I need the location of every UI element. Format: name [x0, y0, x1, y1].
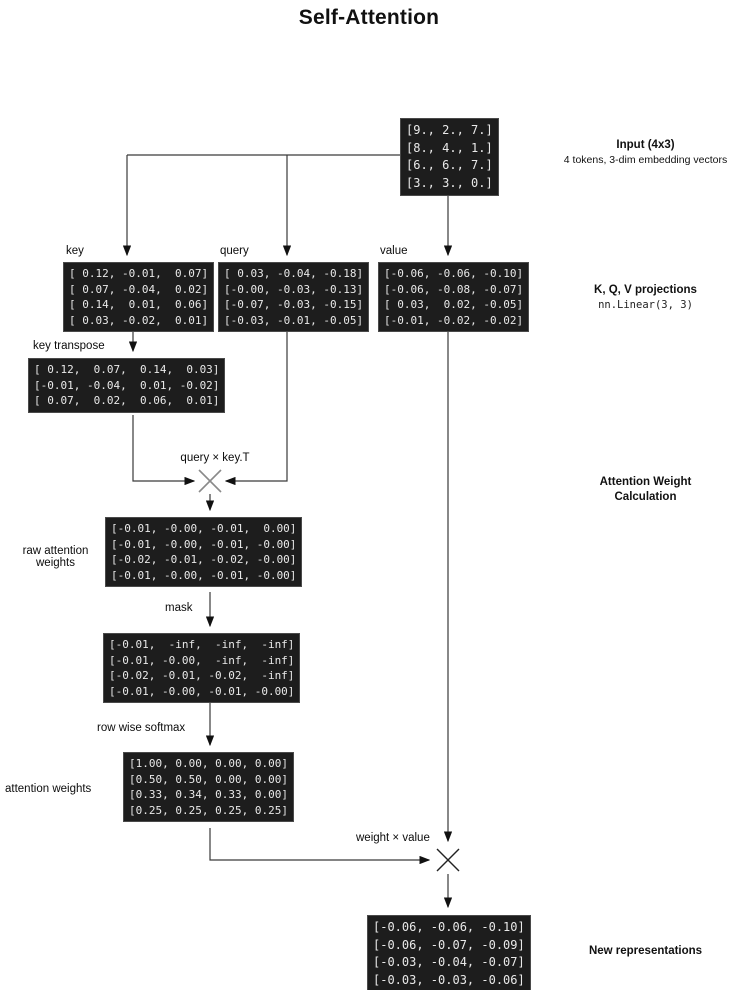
- matrix-row: [-0.01, -0.00, -0.01, -0.00]: [111, 568, 297, 582]
- matrix-row: [0.25, 0.25, 0.25, 0.25]: [129, 803, 288, 817]
- matrix-row: [ 0.03, 0.02, -0.05]: [384, 298, 524, 311]
- matrix-row: [-0.03, -0.03, -0.06]: [373, 972, 525, 987]
- matrix-row: [-0.06, -0.06, -0.10]: [373, 920, 525, 934]
- query-label: query: [220, 245, 249, 257]
- new-representations-matrix: [367, 915, 531, 990]
- matrix-row: [0.33, 0.34, 0.33, 0.00]: [129, 788, 288, 801]
- matrix-row: [-0.02, -0.01, -0.02, -0.00]: [111, 553, 297, 566]
- matrix-row: [-0.01, -0.00, -0.01, 0.00]: [111, 522, 297, 535]
- matrix-row: [-0.02, -0.01, -0.02, -inf]: [109, 669, 295, 682]
- matrix-row: [-0.03, -0.04, -0.07]: [373, 955, 525, 970]
- input-note-title: Input (4x3): [616, 139, 675, 151]
- input-matrix: [400, 118, 499, 196]
- matrix-row: [ 0.03, -0.04, -0.18]: [224, 267, 364, 280]
- matrix-row: [3., 3., 0.]: [406, 175, 493, 190]
- matrix-row: [-0.01, -0.02, -0.02]: [384, 313, 524, 327]
- page-title: Self-Attention: [298, 6, 440, 29]
- attention-calc-line2: Calculation: [614, 491, 677, 503]
- matrix-row: [0.50, 0.50, 0.00, 0.00]: [129, 772, 288, 786]
- raw-attention-label-line1: raw attention: [22, 545, 89, 557]
- matrix-row: [-0.00, -0.03, -0.13]: [224, 282, 364, 296]
- multiply-icon: [199, 470, 221, 492]
- value-label: value: [380, 245, 408, 257]
- raw-attention-label-line2: weights: [36, 557, 75, 569]
- attention-weights-matrix: [123, 752, 294, 822]
- matrix-row: [ 0.12, 0.07, 0.14, 0.03]: [34, 363, 220, 376]
- matrix-row: [-0.01, -0.04, 0.01, -0.02]: [34, 378, 220, 392]
- softmax-label: row wise softmax: [97, 722, 186, 734]
- matrix-row: [1.00, 0.00, 0.00, 0.00]: [129, 757, 288, 770]
- matrix-row: [ 0.12, -0.01, 0.07]: [69, 267, 209, 280]
- attention-calc-line1: Attention Weight: [599, 476, 692, 488]
- matrix-row: [9., 2., 7.]: [406, 123, 493, 137]
- matrix-row: [ 0.14, 0.01, 0.06]: [69, 298, 209, 311]
- attention-calc-note: [553, 475, 738, 505]
- kqv-note-title: K, Q, V projections: [594, 284, 697, 296]
- matrix-row: [-0.01, -0.00, -inf, -inf]: [109, 653, 295, 667]
- matrix-row: [-0.06, -0.06, -0.10]: [384, 267, 524, 280]
- key-label: key: [66, 245, 84, 257]
- matrix-row: [8., 4., 1.]: [406, 140, 493, 155]
- new-representations-note: [553, 944, 738, 959]
- input-note-subtitle: 4 tokens, 3-dim embedding vectors: [563, 154, 728, 166]
- matrix-row: [-0.03, -0.01, -0.05]: [224, 313, 364, 327]
- mask-matrix: [103, 633, 300, 703]
- matrix-row: [-0.01, -0.00, -0.01, -0.00]: [111, 537, 297, 551]
- input-note: [553, 138, 738, 168]
- key-transpose-matrix: [28, 358, 225, 413]
- new-representations-title: New representations: [588, 945, 703, 957]
- value-matrix: [378, 262, 529, 332]
- matrix-row: [-0.01, -inf, -inf, -inf]: [109, 638, 295, 651]
- matrix-row: [-0.06, -0.08, -0.07]: [384, 282, 524, 296]
- matrix-row: [-0.06, -0.07, -0.09]: [373, 937, 525, 952]
- raw-attention-matrix: [105, 517, 302, 587]
- matrix-row: [ 0.07, 0.02, 0.06, 0.01]: [34, 394, 220, 407]
- key-transpose-label: key transpose: [33, 340, 105, 352]
- matrix-row: [ 0.07, -0.04, 0.02]: [69, 282, 209, 296]
- op-weight-value-label: weight × value: [356, 832, 430, 844]
- matrix-row: [6., 6., 7.]: [406, 158, 493, 173]
- op-query-keyt-label: query × key.T: [180, 452, 250, 464]
- kqv-note-code: nn.Linear(3, 3): [598, 299, 693, 311]
- matrix-row: [ 0.03, -0.02, 0.01]: [69, 313, 209, 327]
- query-matrix: [218, 262, 369, 332]
- matrix-row: [-0.01, -0.00, -0.01, -0.00]: [109, 684, 295, 698]
- raw-attention-label: [8, 545, 103, 569]
- multiply-icon: [437, 849, 459, 871]
- key-matrix: [63, 262, 214, 332]
- attention-weights-label: attention weights: [5, 783, 92, 795]
- kqv-note: [553, 283, 738, 313]
- mask-label: mask: [165, 602, 193, 614]
- matrix-row: [-0.07, -0.03, -0.15]: [224, 298, 364, 311]
